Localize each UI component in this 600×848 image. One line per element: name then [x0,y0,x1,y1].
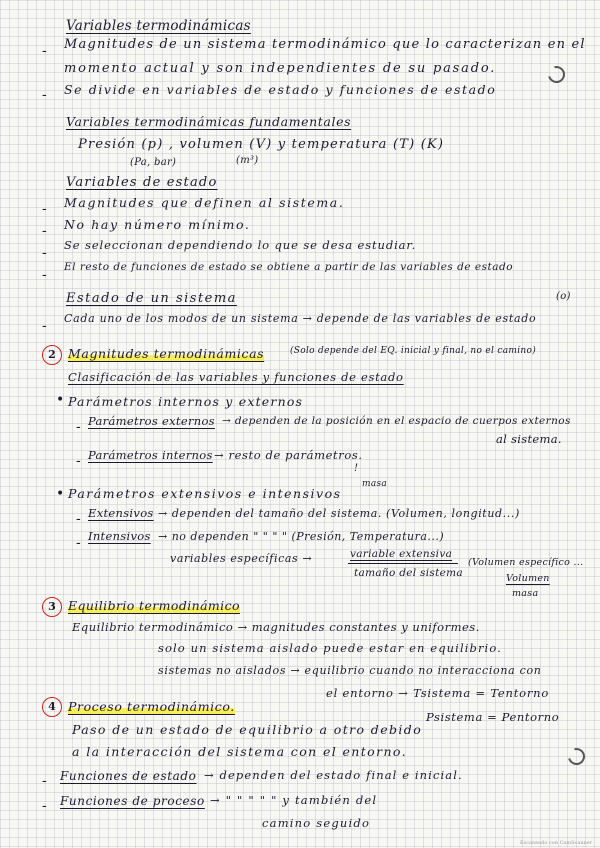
subsection-title-clasificacion: Clasificación de las variables y funciones de estado [68,370,404,384]
section-title-variables: Variables termodinámicas [66,18,251,34]
text-line: Presión (p) , volumen (V) y temperatura (T) (K) [78,137,445,152]
text-line: momento actual y son independientes de su pasado. [64,61,497,76]
text-line: Se divide en variables de estado y funciones de estado [64,82,497,97]
margin-mark: (o) [556,291,571,302]
term-intensivos: Intensivos [88,529,151,543]
section-title-proceso: Proceso termodinámico. [68,699,235,714]
bullet-dash: - [76,535,81,551]
scanner-watermark: Escaneado con CamScanner [520,840,593,846]
bullet-dash: - [42,201,47,217]
text-line: El resto de funciones de estado se obtiene a partir de las variables de estado [64,261,514,273]
section-title-equilibrio: Equilibrio termodinámico [68,598,240,613]
bullet-dash: - [76,511,81,527]
subsection-title-estado-sistema: Estado de un sistema [66,291,237,306]
term-extensivos: Extensivos [88,506,154,520]
binder-hole-top [545,63,568,86]
text-line: → " " " " " y también del [210,793,378,807]
text-line: → dependen del tamaño del sistema. (Volumen, longitud...) [158,507,520,520]
text-line: Psistema = Pentorno [426,710,560,724]
text-line: (Volumen específico ... [468,557,584,568]
term-funciones-estado: Funciones de estado [60,769,197,783]
section-note: (Solo depende del EQ. inicial y final, no el camino) [290,346,537,356]
text-line: → resto de parámetros. [214,448,363,462]
term-parametros-internos: Parámetros internos [88,448,213,462]
bullet-dot: • [56,392,65,408]
example-numerator: Volumen [506,573,550,584]
text-line: Parámetros internos y externos [68,394,304,409]
units-note-pressure: (Pa, bar) [130,157,177,168]
fraction-numerator: variable extensiva [350,548,453,560]
bullet-dash: - [42,267,47,283]
fraction-line [348,563,458,564]
text-line: solo un sistema aislado puede estar en equilibrio. [158,641,502,655]
bullet-dash: - [76,453,81,469]
units-note-volume: (m³) [236,155,259,166]
section-number-3: 3 [42,597,62,617]
text-line: No hay número mínimo. [64,217,251,232]
text-line: → dependen de la posición en el espacio de cuerpos externos [222,415,571,427]
text-line: → dependen del estado final e inicial. [204,768,463,782]
bullet-dash: - [42,223,47,239]
fraction-denominator: tamaño del sistema [354,567,463,579]
bullet-dot: • [56,486,65,502]
text-line: variables específicas → [170,552,313,565]
subsection-title-estado: Variables de estado [66,175,218,190]
term-funciones-proceso: Funciones de proceso [60,794,205,808]
text-line: a la interacción del sistema con el entorno. [72,744,408,759]
text-line: Parámetros extensivos e intensivos [68,486,342,501]
text-line: Magnitudes de un sistema termodinámico que lo caracterizan en el [64,37,586,52]
annotation-exclamation: ! [354,463,359,474]
text-line: al sistema. [496,432,562,446]
text-line: Equilibrio termodinámico → magnitudes constantes y uniformes. [72,620,480,634]
text-line: sistemas no aislados → equilibrio cuando no interacciona con [158,664,542,677]
subsection-title-fundamentales: Variables termodinámicas fundamentales [66,114,352,129]
example-denominator: masa [512,588,539,599]
bullet-dash: - [76,419,81,435]
text-line: el entorno → Tsistema = Tentorno [326,686,550,700]
term-parametros-externos: Parámetros externos [88,414,215,428]
text-line: Se seleccionan dependiendo lo que se desa estudiar. [64,238,417,252]
binder-hole-bottom [565,745,588,768]
section-title-magnitudes: Magnitudes termodinámicas [68,346,265,361]
annotation-masa: masa [362,479,388,489]
text-line: Magnitudes que definen al sistema. [64,195,345,210]
bullet-dash: - [42,318,47,334]
text-line: Cada uno de los modos de un sistema → depende de las variables de estado [64,312,537,325]
text-line: Paso de un estado de equilibrio a otro debido [72,722,423,737]
section-number-2: 2 [42,345,62,365]
text-line: camino seguido [262,816,371,830]
bullet-dash: - [42,87,47,103]
bullet-dash: - [42,43,47,59]
text-line: → no dependen " " " " (Presión, Temperatura...) [158,530,445,543]
section-number-4: 4 [42,697,62,717]
bullet-dash: - [42,798,47,814]
bullet-dash: - [42,245,47,261]
bullet-dash: - [42,773,47,789]
